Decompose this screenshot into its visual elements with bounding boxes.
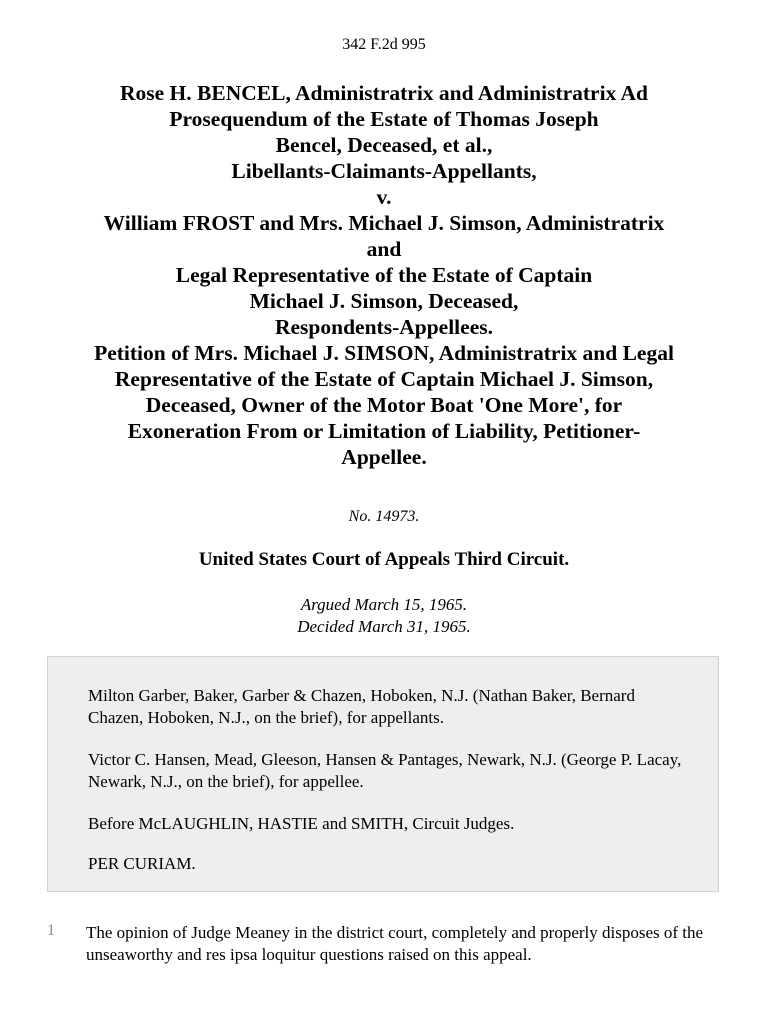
argued-date: Argued March 15, 1965. <box>300 595 468 614</box>
title-line: Michael J. Simson, Deceased, <box>249 289 519 313</box>
title-line: Deceased, Owner of the Motor Boat 'One More', for <box>145 393 623 417</box>
title-line: and <box>366 237 402 261</box>
title-line: Bencel, Deceased, et al., <box>275 133 493 157</box>
case-dates <box>0 594 768 638</box>
paragraph-number: 1 <box>47 922 55 939</box>
title-line: Prosequendum of the Estate of Thomas Joseph <box>169 107 599 131</box>
title-line: Appellee. <box>341 445 427 469</box>
title-line: Libellants-Claimants-Appellants, <box>231 159 537 183</box>
counsel-appellants: Milton Garber, Baker, Garber & Chazen, Hoboken, N.J. (Nathan Baker, Bernard Chazen, Hoboken, N.J., on the brief), for appellants. <box>88 686 635 727</box>
title-line: v. <box>376 185 392 209</box>
title-line: Respondents-Appellees. <box>274 315 493 339</box>
title-line: Representative of the Estate of Captain Michael J. Simson, <box>114 367 654 391</box>
judges-line: Before McLAUGHLIN, HASTIE and SMITH, Circuit Judges. <box>88 814 515 833</box>
docket-number: No. 14973. <box>348 508 420 525</box>
case-citation: 342 F.2d 995 <box>342 36 426 53</box>
court-name: United States Court of Appeals Third Circuit. <box>198 549 570 570</box>
case-title <box>40 80 728 470</box>
title-line: Petition of Mrs. Michael J. SIMSON, Administratrix and Legal <box>94 341 674 365</box>
counsel-box <box>47 656 719 892</box>
title-line: William FROST and Mrs. Michael J. Simson, Administratrix <box>103 211 665 235</box>
counsel-appellee: Victor C. Hansen, Mead, Gleeson, Hansen & Pantages, Newark, N.J. (George P. Lacay, Newark, N.J., on the brief), for appellee. <box>88 750 682 791</box>
decided-date: Decided March 31, 1965. <box>297 617 471 636</box>
per-curiam: PER CURIAM. <box>88 854 196 873</box>
title-line: Exoneration From or Limitation of Liability, Petitioner- <box>127 419 641 443</box>
title-line: Rose H. BENCEL, Administratrix and Administratrix Ad <box>120 81 648 105</box>
title-line: Legal Representative of the Estate of Captain <box>175 263 593 287</box>
opinion-paragraph: The opinion of Judge Meaney in the district court, completely and properly disposes of the unseaworthy and res ipsa loquitur questions raised on this appeal. <box>86 923 704 964</box>
